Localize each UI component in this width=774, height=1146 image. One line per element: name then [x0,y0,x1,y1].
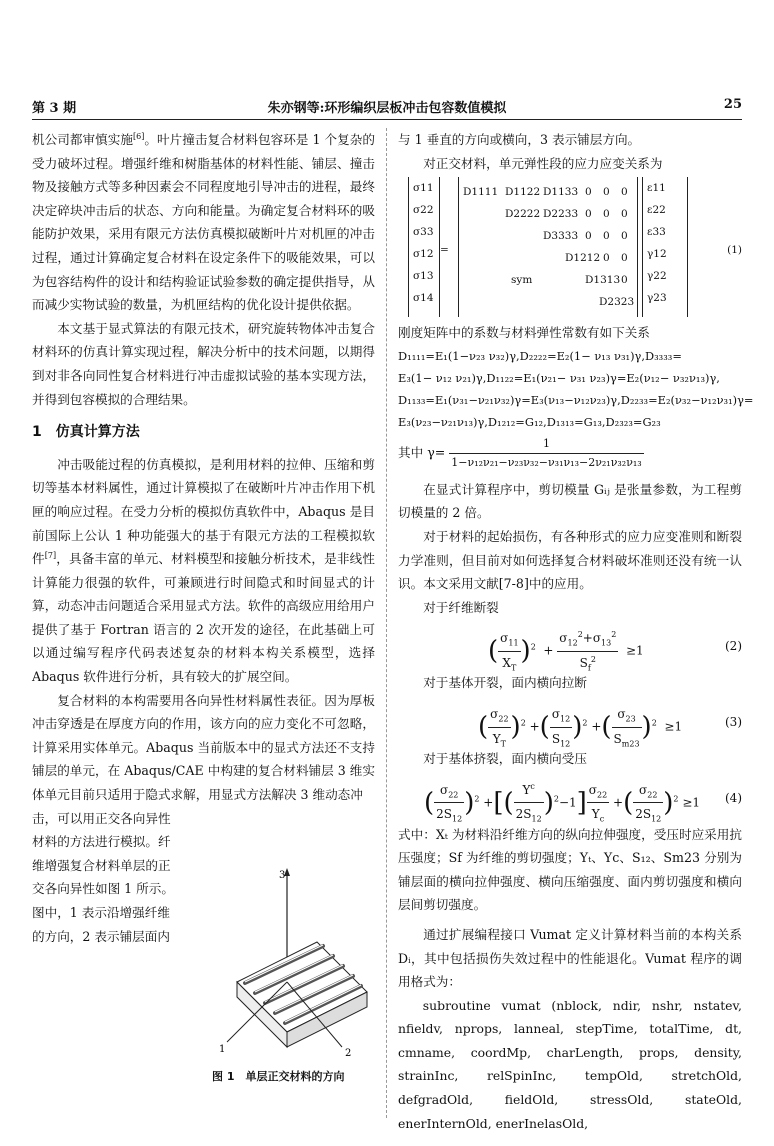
paragraph: 刚度矩阵中的系数与材料弹性常数有如下关系 [398,325,650,341]
stiffness-matrix-equation: σ11 σ22 σ33 σ12 σ13 σ14 = D1111 D1122 D1133 0 0 0 D2222 D2233 0 0 0 D3333 0 0 0 D1212 0 0 sym D1313 0 D2323 ε11 ε22 ε33 γ12 γ22 γ23 (1) [398,177,742,317]
paragraph: 与 1 垂直的方向或横向，3 表示铺层方向。 [398,132,641,147]
gamma-definition: 其中 γ= $\frac{1}{\text{1−ν₁₂ν₂₁−ν₂₃ν₃₂−ν₃₁ν₁₃−2ν₂₁ν₃₂ν₁₃}}$ [398,436,642,469]
header-rule [32,119,742,120]
paragraph: 在显式计算程序中，剪切模量 Gᵢⱼ 是张量参数，为工程剪切模量的 2 倍。 [398,481,742,521]
paragraph: 本文基于显式算法的有限元技术，研究旋转物体冲击复合材料环的仿真计算实现过程，解决分析中的技术问题，以期得到对非各向同性复合材料进行冲击虚拟试验的基本实现方法，并得到包容模拟的合理结果。 [32,320,375,407]
axis-label-3: 3 [279,870,286,881]
equation-fiber-fracture: ( $\frac{\sigma_{11}}{X_T}$ )$^2$ + $\frac{\sigma_{12}^2+\sigma_{13}^2}{S_f^2}$ ≥1 (2) [398,621,742,667]
paragraph: 式中：Xₜ 为材料沿纤维方向的纵向拉伸强度，受压时应采用抗压强度；Sf 为纤维的剪切强度；Yₜ、Yc、S₁₂、Sm23 分别为铺层面的横向拉伸强度、横向压缩强度、面内剪切强度和横向层间剪切强度。 [398,826,742,913]
code-listing: subroutine vumat (nblock, ndir, nshr, nstatev, nfieldv, nprops, lanneal, stepTime, totalTime, dt, cmname, coordMp, charLength, props, density, strainInc, relSpinInc, tempOld, stretchOld, defgradOld, fieldOld, stressOld, stateOld, enerInternOld, enerInelasOld, [398,997,742,1131]
right-column [398,128,754,1135]
left-column [32,128,375,948]
layer-diagram [217,862,377,1062]
stiffness-matrix: D1111 D1122 D1133 0 0 0 D2222 D2233 0 0 0 D3333 0 0 0 D1212 0 0 sym D1313 0 D2323 [458,177,638,317]
equation-number: (3) [725,714,742,729]
citation[interactable]: [7] [44,550,57,560]
equation-matrix-cracking: ( $\frac{\sigma_{22}}{Y_T}$ )$^2$ +( $\frac{\sigma_{12}}{S_{12}}$ )$^2$ +( $\frac{\sigma_{23}}{S_{m23}}$ )$^2$ ≥1 (3) [398,697,742,743]
issue-number: 第 3 期 [32,101,77,116]
equation-number: (2) [725,639,742,654]
running-header [32,97,742,117]
equation-number: (4) [725,790,742,805]
wrapped-text: 击，可以用正交各向异性 材料的方法进行模拟。纤 维增强复合材料单层的正 交各向异性如图 1 所示。 图中，1 表示沿增强纤维 的方向，2 表示铺层面内 [32,810,174,944]
paragraph: 机公司都审慎实施[6]。叶片撞击复合材料包容环是 1 个复杂的受力破坏过程。增强纤维和树脂基体的材料性能、铺层、撞击物及接触方式等多种因素会不同程度地引导冲击的进程，最终决定碎块冲击后的状态、方向和能量。为确定复合材料环的吸能防护效果，采用有限元方法仿真模拟破断叶片对机匣的冲击过程，通过计算确定复合材料在设定条件下的吸能效果，可以为包容结构件的设计和结构验证试验参数的确定提供指导，从而减少实物试验的数量，为机匣结构的优化设计提供依据。 [32,131,375,313]
paragraph: 复合材料的本构需要用各向异性材料属性表征。因为厚板冲击穿透是在厚度方向的作用，该方向的应力变化不可忽略，计算采用实体单元。Abaqus 当前版本中的显式方法还不支持铺层的单元，在 Abaqus/CAE 中构建的复合材料铺层 3 维实体单元目前只适用于隐式求解，用显式方法解决 3 维动态冲 [32,692,375,803]
paragraph: 对正交材料，单元弹性段的应力应变关系为 [423,155,663,171]
paragraph: 通过扩展编程接口 Vumat 定义计算材料当前的本构关系 Dᵢ，其中包括损伤失效过程中的性能退化。Vumat 程序的调用格式为： [398,926,742,990]
axis-label-1: 1 [219,1044,226,1055]
figure-caption: 图 1 单层正交材料的方向 [212,1070,345,1083]
section-heading: 1 仿真计算方法 [32,424,140,441]
strain-vector: ε11 ε22 ε33 γ12 γ22 γ23 [642,177,688,317]
paragraph: 冲击吸能过程的仿真模拟，是利用材料的拉伸、压缩和剪切等基本材料属性，通过计算模拟了在破断叶片冲击作用下机匣的响应过程。在受力分析的模拟仿真软件中，Abaqus 是目前国际上公认 1 种功能强大的基于有限元方法的工程模拟软件[7]，具备丰富的单元、材料模型和接触分析技术，是非线性计算能力很强的软件，可兼顾进行时间隐式和时间显式的计算，动态冲击问题适合采用显式方法。软件的高级应用给用户提供了基于 Fortran 语言的 2 次开发的途径，在此基础上可以通过编写程序代码表述复杂的材料本构关系模型，选择 Abaqus 软件进行分析，具有较大的扩展空间。 [32,456,376,685]
page-number: 25 [723,97,742,112]
paragraph: 对于基体挤裂，面内横向受压 [423,750,587,766]
paragraph: 对于材料的起始损伤，有各种形式的应力应变准则和断裂力学准则，但目前对如何选择复合材料破坏准则还没有统一认识。本文采用文献[7-8]中的应用。 [398,528,742,592]
axis-label-2: 2 [345,1048,352,1059]
equation-number: (1) [727,244,742,257]
citation[interactable]: [6] [132,131,145,141]
paragraph: 对于纤维断裂 [423,599,499,615]
paragraph: 对于基体开裂，面内横向拉断 [423,675,587,691]
stress-vector: σ11 σ22 σ33 σ12 σ13 σ14 [408,177,440,317]
column-divider [386,128,387,1118]
running-title: 朱亦钢等:环形编织层板冲击包容数值模拟 [267,101,507,116]
equation-matrix-crushing: ( $\frac{\sigma_{22}}{2S_{12}}$ )$^2$ +[( $\frac{Y^c}{2S_{12}}$ )$^2$−1] $\frac{\sigma_{22}}{Y_c}$ +( $\frac{\sigma_{22}}{2S_{12}}$ )$^2$ ≥1 (4) [398,773,742,819]
stiffness-relations: D₁₁₁₁=E₁(1−ν₂₃ ν₃₂)γ,D₂₂₂₂=E₂(1− ν₁₃ ν₃₁)γ,D₃₃₃₃= E₃(1− ν₁₂ ν₂₁)γ,D₁₁₂₂=E₁(ν₂₁− ν₃₁ ν₂₃)γ=E₂(ν₁₂− ν₃₂ν₁₃)γ, D₁₁₃₃=E₁(ν₃₁−ν₂₁ν₃₂)γ=E₃(ν₁₃−ν₁₂ν₂₃)γ,D₂₂₃₃=E₂(ν₃₂−ν₁₂ν₃₁)γ= E₃(ν₂₃−ν₂₁ν₁₃)γ,D₁₂₁₂=G₁₂,D₁₃₁₃=G₁₃,D₂₃₂₃=G₂₃ [398,348,754,429]
figure-orthotropic-layer [217,862,377,1062]
